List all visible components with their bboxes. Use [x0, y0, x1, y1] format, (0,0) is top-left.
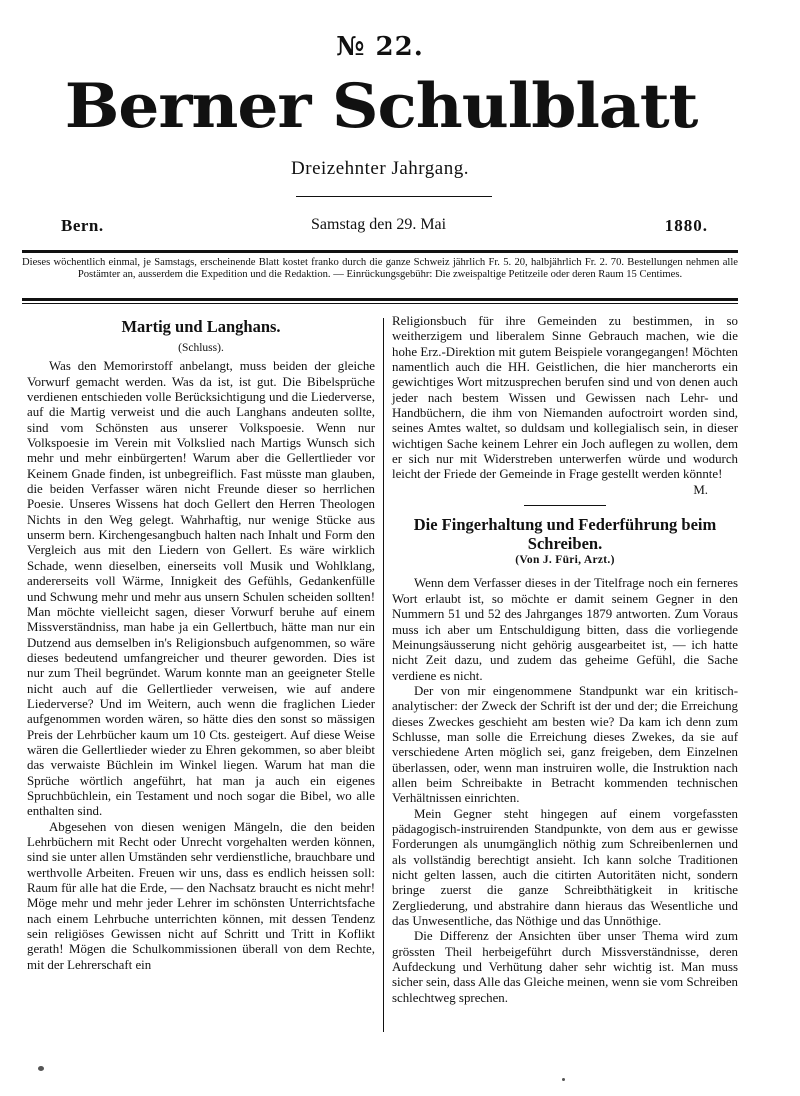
article-paragraph: Die Differenz der Ansichten über unser Thema wird zum grössten Theil herbeigeführt durch Missverständnisse, deren Aufdeckung und Verhütung daher sehr wichtig ist. Man muss sicher sein, dass Alle das Gleiche meinen, wenn sie vom Schreiben schlechtweg sprechen.: [392, 929, 738, 1005]
masthead-title: Berner Schulblatt: [64, 71, 698, 142]
article-continuation: Religionsbuch für ihre Gemeinden zu bestimmen, in so weitherzigem und liberalem Sinne Gebrauch machen, wie die hohe Erz.-Direktion mit gutem Beispiele vorangegangen! Möchten namentlich auch die HH. Geistlichen, die hier mancherorts ein gewichtiges Wort mitzusprechen berufen sind und von denen auch jeder nach bestem Wissen und Gewissen nach Lehr- und Handbüchern, die ihm von Niemanden aufoctroirt worden sind, seines Amtes waltet, so duldsam und kollegialisch sein, in dieser wichtigen Sache keinem Lehrer ein Joch auflegen zu wollen, dem er sich nur mit Widerstreben unterwerfen würde und wodurch leicht der Friede der Gemeinde in Frage gestellt werden könnte!: [392, 314, 738, 482]
article-subtitle: (Schluss).: [178, 342, 224, 354]
top-rule: [22, 250, 738, 253]
paper-speck: [562, 1078, 565, 1081]
article-signature: M.: [693, 482, 708, 497]
article-paragraph: Mein Gegner steht hingegen auf einem vorgefassten pädagogisch-instruirenden Standpunkte, von dem aus er gewisse Forderungen als unumgänglich nöthig zum Schreibenlernen und als vollständig berechtigt ansieht. Ich kann solche Traditionen nicht gelten lassen, auch die citirten Autoritäten nicht, sondern bringe zuerst die ganze Schreibthätigkeit in kritische Zergliederung, und abstrahire dann hieraus das Wesentliche und das Unwesentliche, das Nöthige und das Unnöthige.: [392, 806, 738, 929]
subscription-notice: Dieses wöchentlich einmal, je Samstags, erscheinende Blatt kostet franko durch die ganze Schweiz jährlich Fr. 5. 20, halbjährlich Fr. 2. 70. Bestellungen nehmen alle Postämter an, ausserdem die Expedition und die Redaktion. — Einrückungsgebühr: Die zweispaltige Petitzeile oder deren Raum 15 Centimes.: [22, 257, 738, 280]
article-paragraph: Der von mir eingenommene Standpunkt war ein kritisch-analytischer: der Zweck der Schrift ist der und der; die Erreichung dieses Zweckes geschieht am besten wie? Da kam ich denn zum Schlusse, man solle die Erreichung dieses Zwekes, da sie auf verschiedene Arten möglich sei, ganz freigeben, dem Einzelnen überlassen, oder, wenn man instruiren wolle, die Instruktion nach allen beim Schreibakte in Betracht kommenden technischen Verhältnissen einrichten.: [392, 683, 738, 806]
article-separator: [524, 505, 606, 506]
paper-speck: [38, 1066, 44, 1071]
article-signature-line: [392, 483, 738, 498]
article-paragraph: Abgesehen von diesen wenigen Mängeln, die den beiden Lehrbüchern mit Recht oder Unrecht vorgehalten werden können, sind sie unter allen Umständen sehr verdienstliche, brauchbare und werthvolle Arbeiten. Freuen wir uns, dass es endlich heissen soll: Raum für alle hat die Erde, — den Nachsatz braucht es nicht mehr! Möge mehr und mehr jeder Lehrer im schönsten Unterrichtsfache nach einem Lehrbuche unterrichten können, mit dessen Tendenz sein religiöses Gewissen nicht auf Schritt und Tritt in Koflikt gerath! Mögen die Schulkommissionen überall von dem Rechte, mit der Lehrerschaft ein: [27, 819, 375, 972]
article-paragraph: Was den Memorirstoff anbelangt, muss beiden der gleiche Vorwurf gemacht werden. Was da ist, ist gut. Die Bibelsprüche verdienen entschieden volle Berücksichtigung und die Liederverse, auf die Martig verweist und die auch Langhans andeuten sollte, sind vom Schönsten aus unserer Volkspoesie. Wenn nur Volkspoesie im Verein mit Volkslied nach Martigs Wunsch sich mehr und mehr einbürgerten! Warum aber die Gellertlieder vor Keinem Gnade finden, ist unbegreiflich. Fast müsste man glauben, die beiden Verfasser wären nicht Freunde dieser so herrlichen Poesie. Unseres Wissens hat doch Gellert den Herren Theologen Nichts in den Weg gelegt. Wahrhaftig, nur wenige Stücke aus unserm bern. Kirchengesangbuch halten nach Inhalt und Form den Vergleich aus mit den Liedern von Gellert. Es wäre wirklich Schade, wenn dieselben, einerseits voll Musik und Wohlklang, andererseits voll Wärme, Innigkeit des Gefühls, Gedankenfülle und Schwung mehr und mehr aus unsern Schulen scheiden sollten! Man möchte vielleicht sagen, dieser Vorwurf beruhe auf einem Missverständniss, man habe ja ein Gellertbuch, hätte man nur ein Dutzend aus demselben in's Religionsbuch aufgenommen, so wäre dieses bedeutend umfangreicher und theurer geworden. Dies ist nur zum Theil begründet. Warum konnte man an geeigneter Stelle nicht auch auf die Gellertlieder verweisen, wie auf andere Liederverse? Und im Weitern, auch wenn die fraglichen Lieder aufgenommen worden wären, so hätte dies den sonst so mässigen Preis der Lehrbücher kaum um 10 Cts. gesteigert. Auf diese Weise wären die Gellertlieder wieder zu Ehren gekommen, so aber bleibt das verwaiste Büchlein im Winkel liegen. Warum hat man die Sprüche wörtlich angeführt, hat man ja auch ein eigenes Spruchbüchlein, ein Testament und noch sogar die Bibel, wo alle enthalten sind.: [27, 359, 375, 819]
issue-date: Samstag den 29. Mai: [311, 216, 447, 233]
issue-year: 1880.: [664, 216, 708, 235]
article2-title: Die Fingerhaltung und Federführung beim Schreiben.: [413, 515, 717, 554]
masthead-rule: [296, 196, 492, 197]
article-paragraph: Wenn dem Verfasser dieses in der Titelfrage noch ein ferneres Wort erlaubt ist, so möchte er damit seinem Gegner in den Nummern 51 und 52 des Jahrganges 1879 antworten. Zum Voraus muss ich aber um Entschuldigung bitten, dass die vorliegende Meinungsäusserung nicht gehörig ausgearbeitet ist, — ich hatte nicht Zeit dazu, und zudem das geheime Gefühl, die Sache verdiene es nicht.: [392, 576, 738, 683]
notice-rule-thin: [22, 303, 738, 304]
volume-line: Dreizehnter Jahrgang.: [291, 158, 469, 179]
article-title: Martig und Langhans.: [121, 317, 281, 336]
dateline: [56, 216, 706, 238]
column-divider: [383, 318, 384, 1032]
right-column: [392, 314, 738, 1006]
left-column: [27, 314, 375, 973]
notice-rule: [22, 298, 738, 301]
article2-author: (Von J. Füri, Arzt.): [515, 554, 615, 567]
issue-number: № 22.: [336, 32, 424, 62]
place: Bern.: [61, 216, 104, 235]
